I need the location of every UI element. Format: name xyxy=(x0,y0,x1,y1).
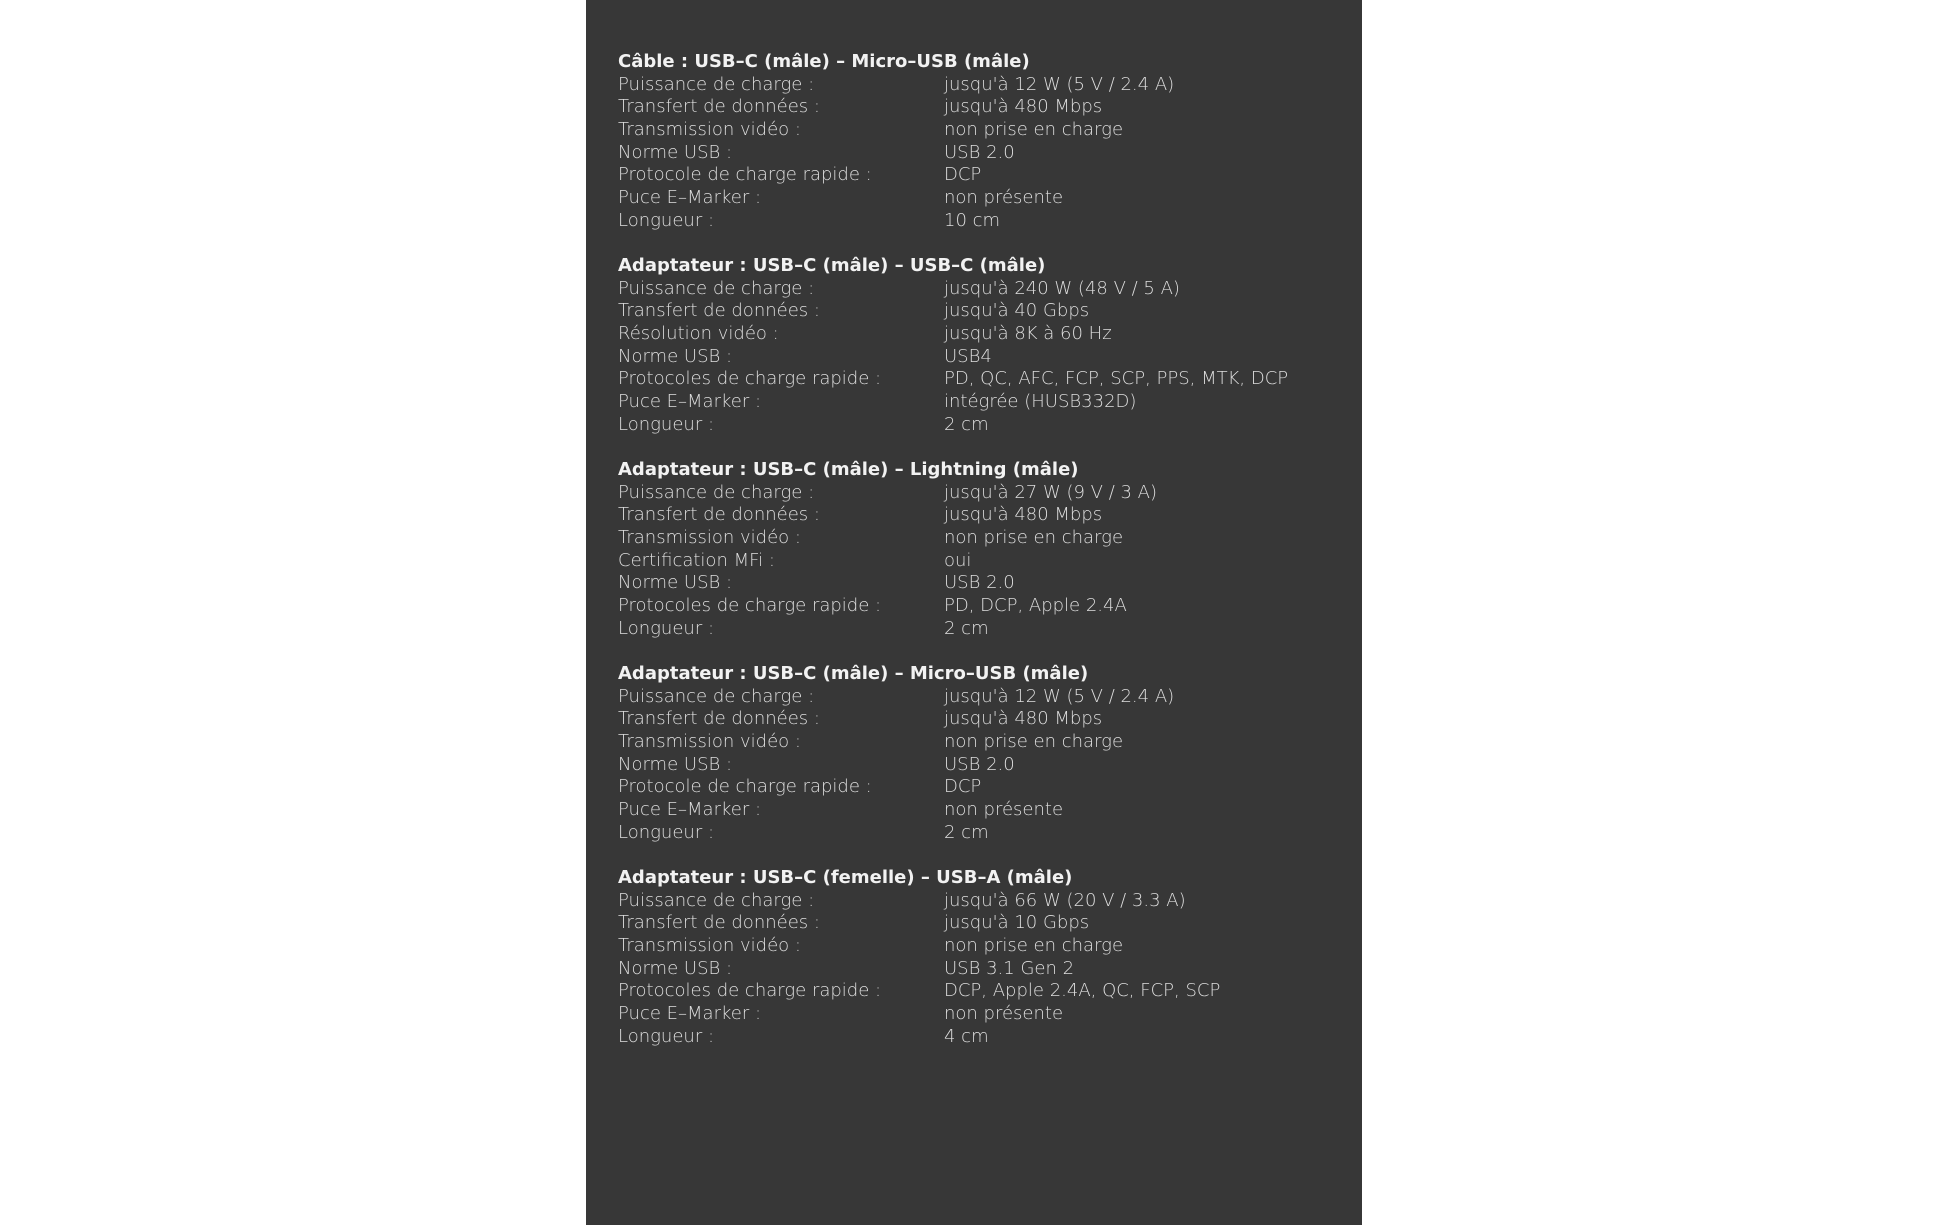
spec-value: 10 cm xyxy=(944,209,1001,231)
spec-row xyxy=(618,74,1338,97)
spec-row xyxy=(618,346,1338,369)
spec-value: 2 cm xyxy=(944,617,989,639)
section-title: Câble : USB–C (mâle) – Micro–USB (mâle) xyxy=(618,51,1030,72)
section-title: Adaptateur : USB–C (mâle) – Micro–USB (mâle) xyxy=(618,663,1089,684)
spec-value: USB 2.0 xyxy=(944,141,1015,163)
spec-label: Transmission vidéo : xyxy=(618,119,801,141)
spec-row xyxy=(618,278,1338,301)
spec-label: Norme USB : xyxy=(618,753,733,775)
spec-value: jusqu'à 8K à 60 Hz xyxy=(944,323,1112,345)
spec-value: PD, QC, AFC, FCP, SCP, PPS, MTK, DCP xyxy=(944,368,1289,390)
spec-label: Puissance de charge : xyxy=(618,481,815,503)
spec-row xyxy=(618,731,1338,754)
spec-label: Norme USB : xyxy=(618,957,733,979)
spec-label: Puissance de charge : xyxy=(618,73,815,95)
spec-row xyxy=(618,300,1338,323)
spec-label: Certification MFi : xyxy=(618,549,775,571)
spec-label: Longueur : xyxy=(618,821,715,843)
spec-value: jusqu'à 12 W (5 V / 2.4 A) xyxy=(944,685,1175,707)
spec-label: Longueur : xyxy=(618,209,715,231)
spec-row xyxy=(618,210,1338,233)
spec-label: Protocole de charge rapide : xyxy=(618,164,872,186)
spec-sheet-panel xyxy=(586,0,1362,1225)
spec-row xyxy=(618,142,1338,165)
spec-row xyxy=(618,822,1338,845)
spec-section-adapter-usbc-microusb xyxy=(618,663,1338,845)
spec-row xyxy=(618,912,1338,935)
spec-section-cable-usbc-microusb xyxy=(618,51,1338,233)
spec-row xyxy=(618,890,1338,913)
spec-label: Puce E–Marker : xyxy=(618,187,762,209)
spec-row xyxy=(618,776,1338,799)
spec-value: jusqu'à 27 W (9 V / 3 A) xyxy=(944,481,1157,503)
spec-value: oui xyxy=(944,549,972,571)
spec-label: Protocoles de charge rapide : xyxy=(618,595,882,617)
spec-row xyxy=(618,527,1338,550)
section-title: Adaptateur : USB–C (mâle) – USB–C (mâle) xyxy=(618,255,1046,276)
spec-row xyxy=(618,164,1338,187)
spec-row xyxy=(618,368,1338,391)
spec-value: DCP, Apple 2.4A, QC, FCP, SCP xyxy=(944,980,1221,1002)
spec-row xyxy=(618,958,1338,981)
spec-row xyxy=(618,187,1338,210)
spec-label: Norme USB : xyxy=(618,345,733,367)
spec-value: jusqu'à 12 W (5 V / 2.4 A) xyxy=(944,73,1175,95)
spec-label: Transfert de données : xyxy=(618,912,820,934)
spec-row xyxy=(618,1003,1338,1026)
spec-sheet-content xyxy=(618,51,1338,1071)
spec-label: Longueur : xyxy=(618,1025,715,1047)
spec-value: non prise en charge xyxy=(944,935,1124,957)
spec-label: Protocole de charge rapide : xyxy=(618,776,872,798)
spec-label: Puce E–Marker : xyxy=(618,1003,762,1025)
spec-value: USB 3.1 Gen 2 xyxy=(944,957,1075,979)
spec-value: jusqu'à 240 W (48 V / 5 A) xyxy=(944,277,1180,299)
spec-value: jusqu'à 10 Gbps xyxy=(944,912,1090,934)
spec-value: PD, DCP, Apple 2.4A xyxy=(944,595,1127,617)
spec-value: USB 2.0 xyxy=(944,572,1015,594)
spec-label: Transfert de données : xyxy=(618,96,820,118)
spec-label: Transmission vidéo : xyxy=(618,935,801,957)
spec-value: non prise en charge xyxy=(944,731,1124,753)
spec-section-adapter-usbc-usbc xyxy=(618,255,1338,437)
spec-label: Transmission vidéo : xyxy=(618,731,801,753)
spec-row xyxy=(618,119,1338,142)
spec-value: non prise en charge xyxy=(944,527,1124,549)
spec-value: jusqu'à 40 Gbps xyxy=(944,300,1090,322)
spec-value: non présente xyxy=(944,187,1064,209)
spec-label: Transfert de données : xyxy=(618,504,820,526)
spec-value: DCP xyxy=(944,776,982,798)
spec-row xyxy=(618,799,1338,822)
spec-row xyxy=(618,686,1338,709)
spec-row xyxy=(618,504,1338,527)
spec-value: jusqu'à 480 Mbps xyxy=(944,504,1103,526)
spec-label: Transmission vidéo : xyxy=(618,527,801,549)
spec-value: USB4 xyxy=(944,345,992,367)
spec-label: Transfert de données : xyxy=(618,300,820,322)
spec-row xyxy=(618,414,1338,437)
spec-label: Protocoles de charge rapide : xyxy=(618,368,882,390)
spec-label: Puissance de charge : xyxy=(618,685,815,707)
spec-section-adapter-usbc-lightning xyxy=(618,459,1338,641)
spec-value: USB 2.0 xyxy=(944,753,1015,775)
spec-value: 2 cm xyxy=(944,821,989,843)
spec-label: Puce E–Marker : xyxy=(618,799,762,821)
section-title: Adaptateur : USB–C (femelle) – USB–A (mâle) xyxy=(618,867,1073,888)
spec-label: Longueur : xyxy=(618,413,715,435)
spec-row xyxy=(618,618,1338,641)
spec-value: DCP xyxy=(944,164,982,186)
spec-row xyxy=(618,323,1338,346)
spec-label: Norme USB : xyxy=(618,141,733,163)
spec-value: jusqu'à 480 Mbps xyxy=(944,96,1103,118)
spec-label: Puissance de charge : xyxy=(618,277,815,299)
spec-value: non prise en charge xyxy=(944,119,1124,141)
spec-row xyxy=(618,550,1338,573)
section-title: Adaptateur : USB–C (mâle) – Lightning (mâle) xyxy=(618,459,1079,480)
spec-row xyxy=(618,754,1338,777)
spec-label: Longueur : xyxy=(618,617,715,639)
spec-row xyxy=(618,1026,1338,1049)
spec-value: intégrée (HUSB332D) xyxy=(944,391,1137,413)
spec-row xyxy=(618,96,1338,119)
spec-label: Norme USB : xyxy=(618,572,733,594)
spec-value: jusqu'à 66 W (20 V / 3.3 A) xyxy=(944,889,1186,911)
spec-label: Puissance de charge : xyxy=(618,889,815,911)
spec-value: jusqu'à 480 Mbps xyxy=(944,708,1103,730)
spec-value: non présente xyxy=(944,1003,1064,1025)
spec-label: Transfert de données : xyxy=(618,708,820,730)
spec-row xyxy=(618,572,1338,595)
spec-section-adapter-usbc-female-usba xyxy=(618,867,1338,1049)
spec-row xyxy=(618,482,1338,505)
spec-row xyxy=(618,391,1338,414)
spec-label: Résolution vidéo : xyxy=(618,323,779,345)
spec-value: 4 cm xyxy=(944,1025,989,1047)
spec-value: non présente xyxy=(944,799,1064,821)
spec-value: 2 cm xyxy=(944,413,989,435)
spec-row xyxy=(618,935,1338,958)
spec-label: Protocoles de charge rapide : xyxy=(618,980,882,1002)
spec-label: Puce E–Marker : xyxy=(618,391,762,413)
spec-row xyxy=(618,708,1338,731)
spec-row xyxy=(618,595,1338,618)
spec-row xyxy=(618,980,1338,1003)
